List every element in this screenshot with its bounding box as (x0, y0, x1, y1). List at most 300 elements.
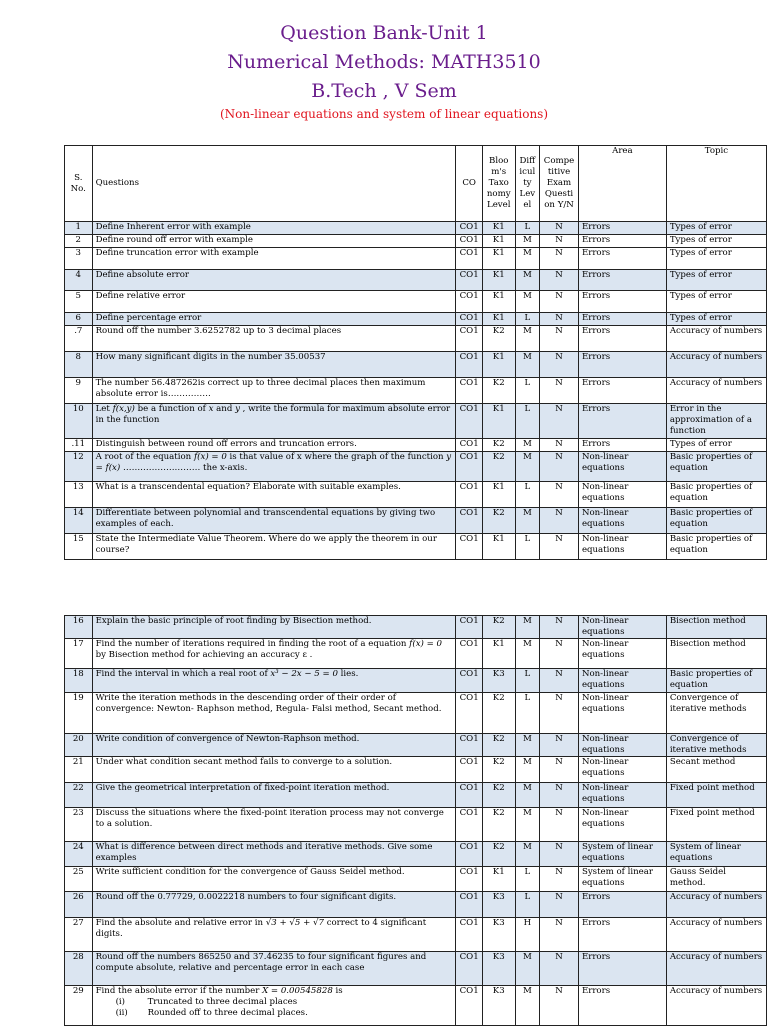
table-row (65, 783, 767, 808)
competitive-cell: N (540, 918, 579, 952)
col-header-sno: S. No. (65, 146, 93, 222)
co-cell: CO1 (456, 508, 483, 534)
difficulty-cell: L (515, 867, 540, 892)
competitive-cell: N (540, 352, 579, 378)
topic-cell: Bisection method (666, 639, 766, 669)
blooms-level-cell: K2 (482, 757, 515, 783)
difficulty-cell: M (515, 452, 540, 482)
question-text: What is difference between direct methods and iterative methods. Give some examples (92, 842, 456, 867)
area-cell: Errors (578, 952, 666, 986)
competitive-cell: N (540, 867, 579, 892)
row-number: 13 (65, 482, 93, 508)
question-text: Define percentage error (92, 313, 456, 326)
question-text (92, 404, 456, 439)
table-body-1 (65, 222, 767, 560)
table-row (65, 352, 767, 378)
difficulty-cell: M (515, 734, 540, 757)
table-row (65, 248, 767, 270)
row-number: 23 (65, 808, 93, 842)
table-row (65, 757, 767, 783)
table-row (65, 452, 767, 482)
question-fragment: Find the absolute and relative error in (95, 918, 266, 928)
question-text (92, 669, 456, 693)
title-question-bank: Question Bank-Unit 1 (280, 22, 488, 44)
topic-cell: Accuracy of numbers (666, 986, 766, 1026)
table-row (65, 867, 767, 892)
co-cell: CO1 (456, 352, 483, 378)
question-text: Explain the basic principle of root finding by Bisection method. (92, 616, 456, 639)
row-number: .11 (65, 439, 93, 452)
area-cell: Errors (578, 270, 666, 291)
table-row (65, 404, 767, 439)
topic-cell: Accuracy of numbers (666, 378, 766, 404)
table-row (65, 439, 767, 452)
question-text: Write sufficient condition for the convergence of Gauss Seidel method. (92, 867, 456, 892)
competitive-cell: N (540, 616, 579, 639)
question-text: Write the iteration methods in the descending order of their order of convergence: Newton- Raphson method, Regula- Falsi method, Secant method. (92, 693, 456, 734)
topic-cell: Accuracy of numbers (666, 352, 766, 378)
blooms-level-cell: K3 (482, 918, 515, 952)
table-row (65, 326, 767, 352)
table-row (65, 508, 767, 534)
blooms-level-cell: K3 (482, 986, 515, 1026)
question-text: Define relative error (92, 291, 456, 313)
co-cell: CO1 (456, 783, 483, 808)
topic-cell: Basic properties of equation (666, 482, 766, 508)
question-text: How many significant digits in the number 35.00537 (92, 352, 456, 378)
topic-cell: Accuracy of numbers (666, 918, 766, 952)
topic-cell: Accuracy of numbers (666, 326, 766, 352)
area-cell: Errors (578, 986, 666, 1026)
competitive-cell: N (540, 693, 579, 734)
difficulty-cell: M (515, 508, 540, 534)
table-header-row (65, 146, 767, 222)
blooms-level-cell: K2 (482, 616, 515, 639)
topic-cell: Basic properties of equation (666, 669, 766, 693)
table-row (65, 222, 767, 235)
question-fragment: Find the absolute error if the number (95, 986, 263, 996)
blooms-level-cell: K1 (482, 270, 515, 291)
topic-cell: Types of error (666, 291, 766, 313)
blooms-level-cell: K2 (482, 452, 515, 482)
competitive-cell: N (540, 892, 579, 918)
row-number: 3 (65, 248, 93, 270)
competitive-cell: N (540, 222, 579, 235)
table-body-2 (65, 616, 767, 1026)
blooms-level-cell: K1 (482, 248, 515, 270)
question-fragment: , write the formula for maximum absolute error in the function (95, 404, 451, 425)
question-text: Give the geometrical interpretation of fixed-point iteration method. (92, 783, 456, 808)
area-cell: Non-linear equations (578, 757, 666, 783)
difficulty-cell: L (515, 534, 540, 560)
competitive-cell: N (540, 378, 579, 404)
blooms-level-cell: K3 (482, 892, 515, 918)
co-cell: CO1 (456, 452, 483, 482)
topic-cell: Accuracy of numbers (666, 952, 766, 986)
col-header-competitive: Competitive Exam Question Y/N (540, 146, 579, 222)
area-cell: Errors (578, 378, 666, 404)
row-number: 17 (65, 639, 93, 669)
difficulty-cell: M (515, 639, 540, 669)
co-cell: CO1 (456, 248, 483, 270)
table-row (65, 734, 767, 757)
question-fragment: Find the number of iterations required in finding the root of a equation (95, 639, 410, 649)
col-header-difficulty: Difficulty Level (515, 146, 540, 222)
area-cell: Non-linear equations (578, 482, 666, 508)
table-row (65, 291, 767, 313)
question-fragment: Let (95, 404, 113, 414)
difficulty-cell: M (515, 439, 540, 452)
question-fragment: is that value of x where the graph of the function (226, 452, 447, 462)
competitive-cell: N (540, 783, 579, 808)
area-cell: System of linear equations (578, 842, 666, 867)
co-cell: CO1 (456, 291, 483, 313)
question-fragment: Find the interval in which a real root of (95, 669, 271, 679)
topic-cell: Fixed point method (666, 783, 766, 808)
table-row (65, 669, 767, 693)
topic-cell: Convergence of iterative methods (666, 734, 766, 757)
question-text: Define Inherent error with example (92, 222, 456, 235)
topic-cell: Types of error (666, 313, 766, 326)
area-cell: Errors (578, 352, 666, 378)
topic-cell: Gauss Seidel method. (666, 867, 766, 892)
row-number: 14 (65, 508, 93, 534)
col-header-co: CO (456, 146, 483, 222)
table-row (65, 952, 767, 986)
topic-cell: System of linear equations (666, 842, 766, 867)
question-fragment: is (332, 986, 343, 996)
question-fragment: by Bisection method for achieving an accuracy ε . (95, 650, 313, 660)
difficulty-cell: M (515, 808, 540, 842)
question-fragment: correct to 4 significant digits. (95, 918, 427, 939)
table-row (65, 918, 767, 952)
co-cell: CO1 (456, 482, 483, 508)
competitive-cell: N (540, 291, 579, 313)
row-number: 21 (65, 757, 93, 783)
sub-item-text: Rounded off to three decimal places. (147, 1008, 308, 1018)
topic-cell: Basic properties of equation (666, 534, 766, 560)
question-text: Round off the number 3.6252782 up to 3 decimal places (92, 326, 456, 352)
blooms-level-cell: K2 (482, 842, 515, 867)
competitive-cell: N (540, 842, 579, 867)
co-cell: CO1 (456, 986, 483, 1026)
question-table-2 (64, 615, 767, 1026)
area-cell: Errors (578, 291, 666, 313)
math-expression: x (208, 404, 214, 414)
area-cell: Non-linear equations (578, 616, 666, 639)
blooms-level-cell: K2 (482, 808, 515, 842)
topic-cell: Types of error (666, 439, 766, 452)
co-cell: CO1 (456, 808, 483, 842)
competitive-cell: N (540, 313, 579, 326)
row-number: .7 (65, 326, 93, 352)
competitive-cell: N (540, 534, 579, 560)
row-number: 18 (65, 669, 93, 693)
question-fragment: lies. (337, 669, 359, 679)
table-row (65, 235, 767, 248)
co-cell: CO1 (456, 378, 483, 404)
difficulty-cell: M (515, 952, 540, 986)
co-cell: CO1 (456, 313, 483, 326)
topic-cell: Accuracy of numbers (666, 892, 766, 918)
topic-cell: Error in the approximation of a function (666, 404, 766, 439)
area-cell: Non-linear equations (578, 808, 666, 842)
question-text: Define round off error with example (92, 235, 456, 248)
difficulty-cell: L (515, 669, 540, 693)
row-number: 16 (65, 616, 93, 639)
area-cell: Non-linear equations (578, 783, 666, 808)
co-cell: CO1 (456, 222, 483, 235)
difficulty-cell: M (515, 235, 540, 248)
blooms-level-cell: K1 (482, 482, 515, 508)
area-cell: Non-linear equations (578, 734, 666, 757)
difficulty-cell: M (515, 842, 540, 867)
topic-cell: Types of error (666, 235, 766, 248)
col-header-questions: Questions (92, 146, 456, 222)
table-row (65, 378, 767, 404)
difficulty-cell: M (515, 757, 540, 783)
question-text: What is a transcendental equation? Elaborate with suitable examples. (92, 482, 456, 508)
table-row (65, 639, 767, 669)
col-header-area: Area (578, 146, 666, 222)
question-table-1 (64, 145, 767, 560)
area-cell: Non-linear equations (578, 452, 666, 482)
math-expression: f(x) = 0 (193, 452, 227, 462)
area-cell: Errors (578, 235, 666, 248)
co-cell: CO1 (456, 892, 483, 918)
blooms-level-cell: K1 (482, 352, 515, 378)
sub-item-number: (i) (115, 997, 126, 1007)
blooms-level-cell: K2 (482, 378, 515, 404)
math-expression: x³ − 2x − 5 = 0 (270, 669, 338, 679)
difficulty-cell: M (515, 986, 540, 1026)
competitive-cell: N (540, 952, 579, 986)
co-cell: CO1 (456, 404, 483, 439)
question-text (92, 918, 456, 952)
table-row (65, 986, 767, 1026)
topic-cell: Basic properties of equation (666, 452, 766, 482)
area-cell: Errors (578, 326, 666, 352)
row-number: 8 (65, 352, 93, 378)
competitive-cell: N (540, 404, 579, 439)
topic-cell: Convergence of iterative methods (666, 693, 766, 734)
topic-cell: Types of error (666, 248, 766, 270)
row-number: 5 (65, 291, 93, 313)
col-header-blooms: Bloom's Taxonomy Level (482, 146, 515, 222)
competitive-cell: N (540, 326, 579, 352)
co-cell: CO1 (456, 669, 483, 693)
row-number: 9 (65, 378, 93, 404)
co-cell: CO1 (456, 918, 483, 952)
difficulty-cell: M (515, 326, 540, 352)
row-number: 4 (65, 270, 93, 291)
question-text: Under what condition secant method fails to converge to a solution. (92, 757, 456, 783)
topic-cell: Types of error (666, 222, 766, 235)
competitive-cell: N (540, 808, 579, 842)
difficulty-cell: H (515, 918, 540, 952)
row-number: 6 (65, 313, 93, 326)
co-cell: CO1 (456, 842, 483, 867)
math-expression: y = f(x) (95, 452, 452, 473)
blooms-level-cell: K3 (482, 952, 515, 986)
table-row (65, 270, 767, 291)
co-cell: CO1 (456, 616, 483, 639)
area-cell: Errors (578, 313, 666, 326)
row-number: 10 (65, 404, 93, 439)
difficulty-cell: L (515, 313, 540, 326)
question-fragment: ……………………… the x-axis. (120, 463, 248, 473)
competitive-cell: N (540, 508, 579, 534)
question-text: Write condition of convergence of Newton-Raphson method. (92, 734, 456, 757)
co-cell: CO1 (456, 952, 483, 986)
table-row (65, 808, 767, 842)
row-number: 12 (65, 452, 93, 482)
math-expression: f(x,y) (112, 404, 135, 414)
competitive-cell: N (540, 986, 579, 1026)
blooms-level-cell: K1 (482, 404, 515, 439)
area-cell: Non-linear equations (578, 508, 666, 534)
question-text: Define truncation error with example (92, 248, 456, 270)
table-row (65, 892, 767, 918)
question-text: Round off the 0.77729, 0.0022218 numbers to four significant digits. (92, 892, 456, 918)
difficulty-cell: M (515, 616, 540, 639)
co-cell: CO1 (456, 235, 483, 248)
title-course: Numerical Methods: MATH3510 (227, 51, 541, 73)
row-number: 27 (65, 918, 93, 952)
competitive-cell: N (540, 482, 579, 508)
competitive-cell: N (540, 734, 579, 757)
table-row (65, 534, 767, 560)
blooms-level-cell: K1 (482, 222, 515, 235)
blooms-level-cell: K1 (482, 235, 515, 248)
co-cell: CO1 (456, 439, 483, 452)
row-number: 25 (65, 867, 93, 892)
blooms-level-cell: K1 (482, 313, 515, 326)
question-text (92, 639, 456, 669)
table-row (65, 482, 767, 508)
topic-cell: Bisection method (666, 616, 766, 639)
table-row (65, 313, 767, 326)
blooms-level-cell: K3 (482, 669, 515, 693)
question-text: The number 56.487262is correct up to three decimal places then maximum absolute error is…………… (92, 378, 456, 404)
row-number: 15 (65, 534, 93, 560)
area-cell: Non-linear equations (578, 693, 666, 734)
difficulty-cell: M (515, 248, 540, 270)
co-cell: CO1 (456, 867, 483, 892)
competitive-cell: N (540, 270, 579, 291)
difficulty-cell: M (515, 352, 540, 378)
competitive-cell: N (540, 757, 579, 783)
co-cell: CO1 (456, 639, 483, 669)
blooms-level-cell: K2 (482, 508, 515, 534)
competitive-cell: N (540, 452, 579, 482)
topic-cell: Fixed point method (666, 808, 766, 842)
difficulty-cell: L (515, 482, 540, 508)
competitive-cell: N (540, 439, 579, 452)
difficulty-cell: M (515, 783, 540, 808)
area-cell: System of linear equations (578, 867, 666, 892)
blooms-level-cell: K2 (482, 734, 515, 757)
topic-cell: Basic properties of equation (666, 508, 766, 534)
area-cell: Errors (578, 918, 666, 952)
area-cell: Non-linear equations (578, 639, 666, 669)
difficulty-cell: M (515, 291, 540, 313)
area-cell: Errors (578, 248, 666, 270)
title-semester: B.Tech , V Sem (311, 80, 457, 102)
blooms-level-cell: K2 (482, 693, 515, 734)
difficulty-cell: L (515, 892, 540, 918)
blooms-level-cell: K1 (482, 639, 515, 669)
blooms-level-cell: K1 (482, 867, 515, 892)
blooms-level-cell: K1 (482, 534, 515, 560)
blooms-level-cell: K2 (482, 439, 515, 452)
question-text: Define absolute error (92, 270, 456, 291)
area-cell: Non-linear equations (578, 534, 666, 560)
co-cell: CO1 (456, 757, 483, 783)
co-cell: CO1 (456, 734, 483, 757)
blooms-level-cell: K1 (482, 291, 515, 313)
difficulty-cell: L (515, 404, 540, 439)
topic-cell: Secant method (666, 757, 766, 783)
sub-item (96, 997, 453, 1008)
competitive-cell: N (540, 639, 579, 669)
area-cell: Errors (578, 439, 666, 452)
difficulty-cell: L (515, 693, 540, 734)
co-cell: CO1 (456, 270, 483, 291)
area-cell: Errors (578, 404, 666, 439)
question-fragment: be a function of (134, 404, 209, 414)
area-cell: Errors (578, 222, 666, 235)
row-number: 24 (65, 842, 93, 867)
table-row (65, 693, 767, 734)
row-number: 2 (65, 235, 93, 248)
question-text (92, 986, 456, 1026)
sub-item (96, 1008, 453, 1019)
sub-item-number: (ii) (115, 1008, 128, 1018)
row-number: 1 (65, 222, 93, 235)
row-number: 19 (65, 693, 93, 734)
competitive-cell: N (540, 669, 579, 693)
question-text: Differentiate between polynomial and transcendental equations by giving two examples of each. (92, 508, 456, 534)
row-number: 28 (65, 952, 93, 986)
row-number: 22 (65, 783, 93, 808)
area-cell: Errors (578, 892, 666, 918)
sub-item-text: Truncated to three decimal places (147, 997, 298, 1007)
co-cell: CO1 (456, 693, 483, 734)
col-header-topic: Topic (666, 146, 766, 222)
competitive-cell: N (540, 248, 579, 270)
area-cell: Non-linear equations (578, 669, 666, 693)
math-expression: y (235, 404, 240, 414)
question-fragment: A root of the equation (95, 452, 194, 462)
co-cell: CO1 (456, 326, 483, 352)
math-expression: X = 0.00545828 (262, 986, 333, 996)
row-number: 26 (65, 892, 93, 918)
question-text: State the Intermediate Value Theorem. Where do we apply the theorem in our course? (92, 534, 456, 560)
question-fragment: and (213, 404, 236, 414)
math-expression: f(x) = 0 (409, 639, 443, 649)
row-number: 20 (65, 734, 93, 757)
blooms-level-cell: K2 (482, 326, 515, 352)
difficulty-cell: L (515, 222, 540, 235)
row-number: 29 (65, 986, 93, 1026)
question-text (92, 452, 456, 482)
table-row (65, 842, 767, 867)
co-cell: CO1 (456, 534, 483, 560)
question-text: Round off the numbers 865250 and 37.46235 to four significant figures and compute absolute, relative and percentage error in each case (92, 952, 456, 986)
math-expression: √3 + √5 + √7 (265, 918, 324, 928)
table-row (65, 616, 767, 639)
